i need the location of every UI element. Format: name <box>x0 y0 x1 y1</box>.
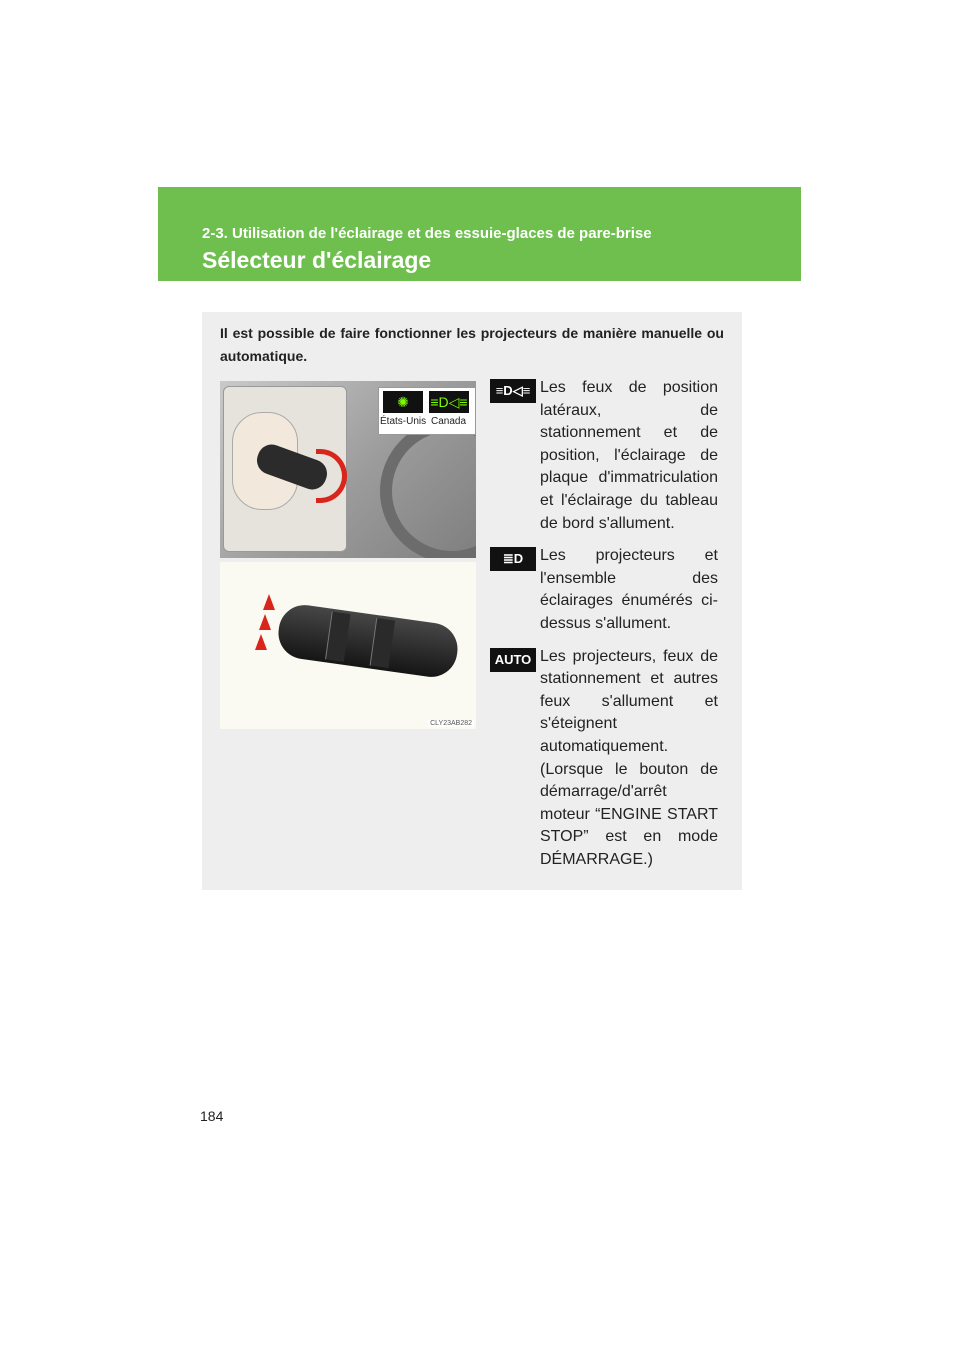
list-item <box>490 545 730 635</box>
headlight-icon: ≣D <box>490 547 536 571</box>
up-arrow-icon <box>255 634 267 650</box>
item-text: Les projecteurs, feux de stationnement et autres feux s'allument et s'éteignent automatiquement. (Lorsque le bouton de démarrage/d'arrêt moteur “ENGINE START STOP” est en mode DÉMARRAGE.) <box>540 647 718 868</box>
indicator-inset <box>378 387 476 435</box>
up-arrow-icon <box>263 594 275 610</box>
section-subtitle: 2-3. Utilisation de l'éclairage et des essuie-glaces de pare-brise <box>202 225 652 242</box>
list-item <box>490 377 730 535</box>
figure-code: CLY23AB282 <box>430 720 472 727</box>
item-text: Les feux de position latéraux, de stationnement et de position, l'éclairage de plaque d'immatriculation et l'éclairage du tableau de bord s'allument. <box>540 379 718 532</box>
label-canada: Canada <box>431 416 467 427</box>
up-arrow-icon <box>259 614 271 630</box>
rotate-arrow-icon <box>316 449 347 503</box>
intro-text: Il est possible de faire fonctionner les projecteurs de manière manuelle ou automatique. <box>220 325 724 364</box>
light-switch-figure <box>220 381 476 729</box>
lever-closeup <box>220 562 476 729</box>
content-panel <box>202 312 742 890</box>
page-number: 184 <box>200 1108 224 1124</box>
item-list <box>490 377 730 881</box>
item-text: Les projecteurs et l'ensemble des éclairages énumérés ci-dessus s'allument. <box>540 547 718 632</box>
light-switch-lever <box>275 602 461 681</box>
page-title: Sélecteur d'éclairage <box>202 247 432 273</box>
hand-on-lever-inset <box>223 386 347 552</box>
list-item <box>490 646 730 872</box>
auto-icon: AUTO <box>490 648 536 672</box>
us-indicator-icon: ✺ <box>383 391 423 413</box>
steering-wheel-illustration <box>380 419 476 558</box>
canada-indicator-icon: ≡D◁≡ <box>429 391 469 413</box>
lever-ring <box>370 618 395 668</box>
label-us: États-Unis <box>380 416 427 427</box>
side-parking-lights-icon: ≡D◁≡ <box>490 379 536 403</box>
dashboard-photo <box>220 381 476 558</box>
section-header <box>158 187 801 281</box>
lever-ring <box>325 612 350 662</box>
